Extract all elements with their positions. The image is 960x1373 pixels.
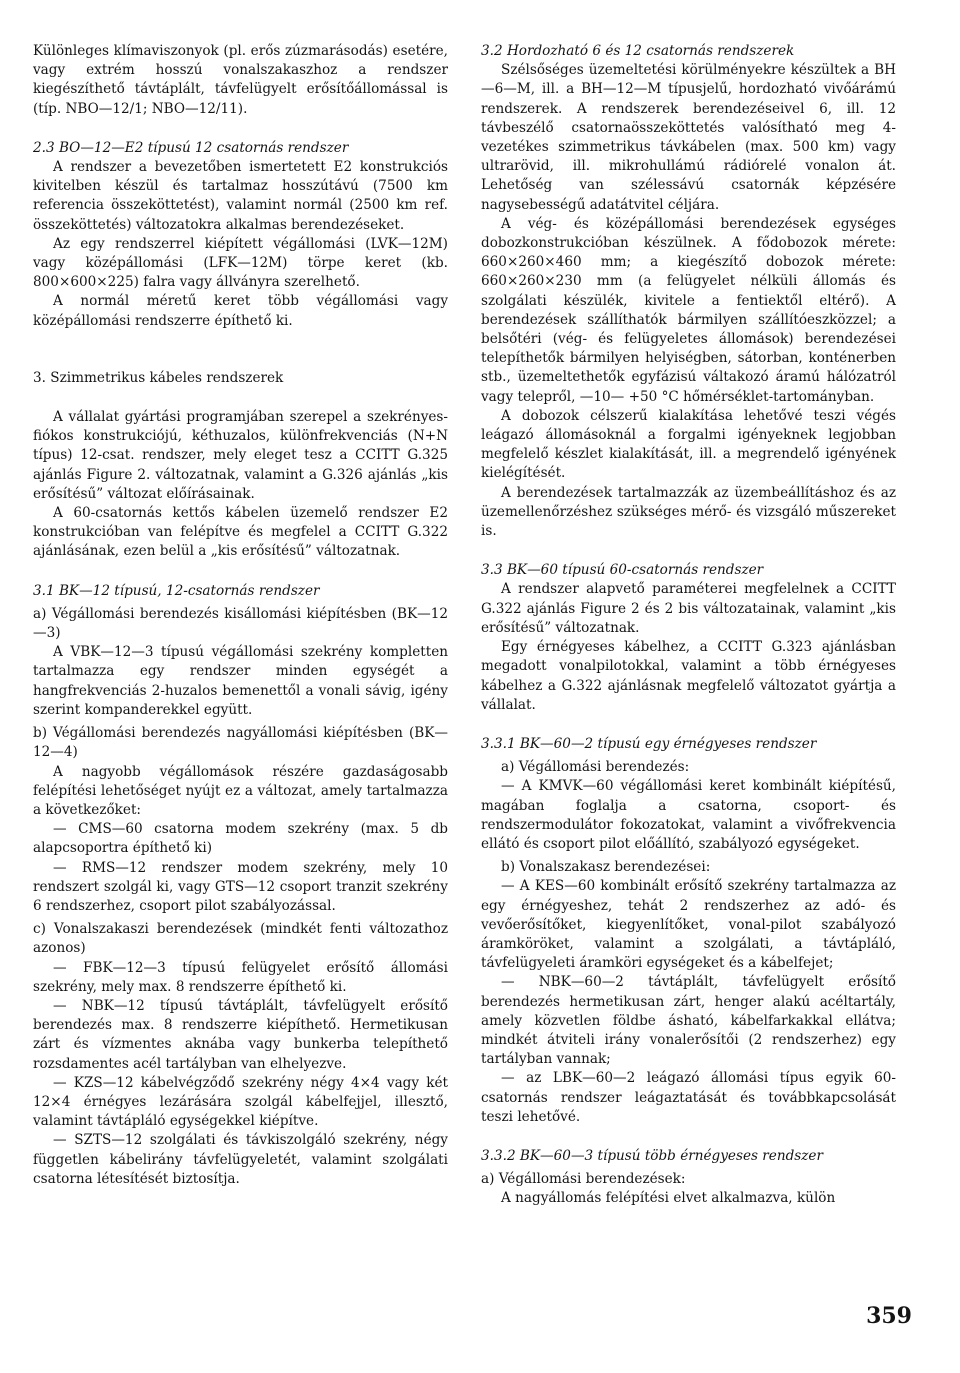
list-item: — CMS—60 csatorna modem szekrény (max. 5 db alapcsoportra építhető ki): [33, 821, 448, 857]
section-heading: 3.3.2 BK—60—3 típusú több érnégyeses rendszer: [481, 1147, 823, 1164]
paragraph: A 60-csatornás kettős kábelen üzemelő rendszer E2 konstrukcióban van felépítve és megfelel a CCITT G.322 ajánlásának, ezen belül a „kis erősítésű” változatnak.: [33, 505, 448, 560]
subheading: a) Végállomási berendezés kisállomási kiépítésben (BK—12—3): [33, 605, 448, 642]
subheading: a) Végállomási berendezések:: [481, 1171, 686, 1188]
paragraph: Különleges klímaviszonyok (pl. erős zúzmarásodás) esetére, vagy extrém hosszú vonalszakaszhoz a rendszer kiegészíthető távtáplált, távfelügyelt erősítőállomással is (típ. NBO—12/1; NBO—12/11).: [33, 43, 448, 117]
list-item: — FBK—12—3 típusú felügyelet erősítő állomási szekrény, mely max. 8 rendszerre építhető ki.: [33, 959, 448, 995]
paragraph: A VBK—12—3 típusú végállomási szekrény kompletten tartalmazza egy rendszer minden egységét a hangfrekvenciás 2-huzalos bemenettől a vonali sávig, igény szerint kompanderekkel együtt.: [33, 644, 448, 718]
list-item: — NBK—60—2 távtáplált, távfelügyelt erősítő berendezés hermetikusan zárt, henger alakú acéltartály, amely közvetlen földbe ásható, kábelfarkakkal ellátva; mindkét átviteli irány vonalerősítői (2 rendszerhez) egy tartályban vannak;: [481, 974, 896, 1068]
paragraph: A nagyállomás felépítési elvet alkalmazva, külön: [501, 1190, 836, 1207]
section-heading: 3. Szimmetrikus kábeles rendszerek: [33, 369, 284, 386]
section-heading: 3.3 BK—60 típusú 60-csatornás rendszer: [481, 562, 764, 579]
section-heading: 2.3 BO—12—E2 típusú 12 csatornás rendszer: [33, 139, 349, 156]
subheading: b) Vonalszakasz berendezései:: [501, 859, 711, 876]
right-column: [481, 42, 896, 1209]
paragraph: A dobozok célszerű kialakítása lehetővé teszi végés leágazó állomásoknál a forgalmi igényeknek legjobban megfelelő készlet kialakítását, ill. a megrendelő igényének kielégítését.: [481, 407, 896, 482]
paragraph: A rendszer a bevezetőben ismertetett E2 konstrukciós kivitelben készül és tartalmaz hosszútávú (7500 km referencia összeköttetést), valamint normál (2500 km ref. összeköttetés) változatokra alkalmas berendezéseket.: [33, 159, 448, 233]
paragraph: Szélsőséges üzemeltetési körülményekre készültek a BH—6—M, ill. a BH—12—M típusjelű, hordozható vivőárámú rendszerek. A rendszerek berendezéseivel 6, ill. 12 távbeszélő csatornaösszeköttetés valósítható meg 4-vezetékes szimmetrikus távkábelen (max. 500 km) vagy ultrarövid, ill. mikrohullámú rádiórelé vonalon át. Lehetőség van szélessávú csatornák képzésére nagysebességű adatátvitel céljára.: [481, 62, 896, 213]
paragraph: A nagyobb végállomások részére gazdaságosabb felépítési lehetőséget nyújt ez a változat, amely tartalmazza a következőket:: [33, 763, 448, 818]
paragraph: A normál méretű keret több végállomási vagy középállomási rendszerre építhető ki.: [33, 293, 448, 329]
section-heading: 3.2 Hordozható 6 és 12 csatornás rendszerek: [481, 43, 795, 59]
subheading: c) Vonalszakaszi berendezések (mindkét fenti változathoz azonos): [33, 921, 448, 957]
list-item: — KZS—12 kábelvégződő szekrény négy 4×4 vagy két 12×4 érnégyes lezárására szolgál kábelfejjel, illesztő, valamint távtápláló egységekkel kiépítve.: [33, 1074, 448, 1130]
paragraph: A berendezések tartalmazzák az üzembeállításhoz és az üzemellenőrzéshez szükséges mérő- és vizsgáló műszereket is.: [481, 484, 896, 540]
list-item: — A KMVK—60 végállomási keret kombinált kiépítésű, magában foglalja a csatorna, csoport- és rendszermodulátor fokozatokat, valamint a vivőfrekvencia ellátó és csoport pilot előállító, szabályozó egységeket.: [481, 778, 896, 852]
left-column: [33, 42, 448, 1189]
section-heading: 3.3.1 BK—60—2 típusú egy érnégyeses rendszer: [481, 735, 817, 752]
paragraph: Egy érnégyeses kábelhez, a CCITT G.323 ajánlásban megadott vonalpilotokkal, valamint a több érnégyeses kábelhez a G.322 ajánlásnak megfelelő változatot gyártja a vállalat.: [481, 639, 896, 713]
list-item: — A KES—60 kombinált erősítő szekrény tartalmazza az egy érnégyeshez, tehát 2 rendszerhez az adó- és vevőerősítőket, kiegyenlítőket, vonal-pilot szabályozó áramköröket, valamint a szolgálati, a távtápláló, távfelügyeleti áramköri egységeket és a kábelfejet;: [481, 878, 896, 972]
paragraph: Az egy rendszerrel kiépített végállomási (LVK—12M) vagy középállomási (LFK—12M) törpe keret (kb. 800×600×225) falra vagy állványra szerelhető.: [33, 235, 448, 291]
paragraph: A rendszer alapvető paraméterei megfelelnek a CCITT G.322 ajánlás Figure 2 és 2 bis változatainak, valamint „kis erősítésű” változatnak.: [481, 581, 896, 636]
page-number: 359: [866, 1303, 912, 1329]
section-heading: 3.1 BK—12 típusú, 12-csatornás rendszer: [33, 582, 320, 599]
list-item: — NBK—12 típusú távtáplált, távfelügyelt erősítő berendezés max. 8 rendszerre kiépíthető. Hermetikusan zárt és vízmentes aknába vagy bunkerba telepíthető rozsdamentes acél tartályban van elhelyezve.: [33, 997, 448, 1072]
paragraph: A vég- és középállomási berendezések egységes dobozkonstrukcióban készülnek. A fődobozok mérete: 660×260×460 mm; a kiegészítő dobozok mérete: 660×260×230 mm (a felügyelet nélküli állomás és szolgálati készülék, kivitele a fentiektől eltérő). A berendezések szállíthatók bármilyen szállítóeszközzel; a belsőtéri (vég- és felügyeletes állomások) berendezései telepíthetők bármilyen helyiségben, sátorban, konténerben stb., üzemeltethetők egyfázisú váltakozó áramú hálózatról vagy telepről, —10— +50 °C hőmérséklet-tartományban.: [481, 215, 896, 405]
list-item: — az LBK—60—2 leágazó állomási típus egyik 60-csatornás rendszer leágaztatását és továbbkapcsolását teszi lehetővé.: [481, 1070, 896, 1125]
list-item: — SZTS—12 szolgálati és távkiszolgáló szekrény, négy független kábelirány távfelügyeletét, valamint szolgálati csatorna létesítését biztosítja.: [33, 1132, 448, 1187]
subheading: a) Végállomási berendezés:: [501, 759, 690, 776]
subheading: b) Végállomási berendezés nagyállomási kiépítésben (BK—12—4): [33, 725, 448, 761]
list-item: — RMS—12 rendszer modem szekrény, mely 10 rendszert szolgál ki, vagy GTS—12 csoport tranzit szekrény 6 rendszerhez, csoport pilot szabályozással.: [33, 859, 448, 914]
paragraph: A vállalat gyártási programjában szerepel a szekrényes-fiókos konstrukciójú, kéthuzalos, különfrekvenciás (N+N típus) 12-csat. rendszer, mely eleget tesz a CCITT G.325 ajánlás Figure 2. változatnak, valamint a G.326 ajánlás „kis erősítésű” változat előírásainak.: [33, 409, 448, 502]
